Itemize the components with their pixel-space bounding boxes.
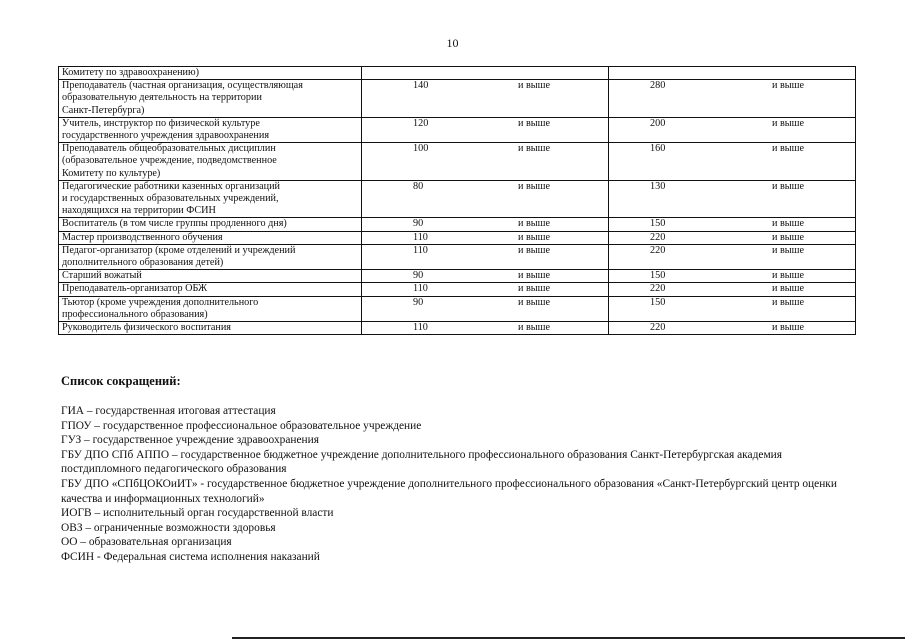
- value-qualifier: и выше: [772, 218, 805, 230]
- salary-table: [58, 66, 856, 335]
- value-cell-b: [609, 67, 856, 80]
- value-qualifier: и выше: [518, 283, 551, 295]
- value-cell-b: [609, 117, 856, 142]
- value-cell-a: [362, 296, 609, 321]
- value-cell-b: [609, 296, 856, 321]
- value-number: 110: [413, 283, 428, 295]
- position-name-cell: Преподаватель-организатор ОБЖ: [59, 283, 362, 296]
- value-cell-b: [609, 244, 856, 269]
- value-qualifier: и выше: [518, 180, 551, 192]
- value-qualifier: и выше: [772, 283, 805, 295]
- value-number: 220: [650, 231, 666, 243]
- value-qualifier: и выше: [518, 218, 551, 230]
- value-cell-b: [609, 322, 856, 335]
- value-cell-a: [362, 270, 609, 283]
- value-cell-b: [609, 218, 856, 231]
- page-number: 10: [446, 36, 459, 50]
- value-qualifier: и выше: [772, 117, 805, 129]
- scan-edge-line: [232, 637, 905, 639]
- abbreviation-item: ОО – образовательная организация: [61, 536, 232, 549]
- value-qualifier: и выше: [772, 244, 805, 256]
- value-qualifier: и выше: [772, 231, 805, 243]
- value-number: 150: [650, 296, 666, 308]
- value-number: 200: [650, 117, 666, 129]
- value-number: 100: [413, 143, 429, 155]
- value-number: 120: [413, 117, 429, 129]
- value-qualifier: и выше: [518, 296, 551, 308]
- value-cell-a: [362, 117, 609, 142]
- value-number: 110: [413, 322, 428, 334]
- value-number: 130: [650, 180, 666, 192]
- value-number: 90: [413, 270, 424, 282]
- value-qualifier: и выше: [518, 117, 551, 129]
- value-cell-b: [609, 180, 856, 218]
- abbreviation-item: ИОГВ – исполнительный орган государственной власти: [61, 507, 334, 520]
- abbreviation-item: ФСИН - Федеральная система исполнения наказаний: [61, 550, 320, 563]
- table-row: [59, 117, 856, 142]
- position-name-cell: Учитель, инструктор по физической культуре государственного учреждения здравоохранения: [59, 117, 362, 142]
- value-qualifier: и выше: [518, 244, 551, 256]
- table-body: [59, 67, 856, 335]
- position-name-cell: Руководитель физического воспитания: [59, 322, 362, 335]
- value-cell-b: [609, 283, 856, 296]
- table-row: [59, 244, 856, 269]
- position-name-cell: Мастер производственного обучения: [59, 231, 362, 244]
- value-cell-a: [362, 67, 609, 80]
- position-name-cell: Воспитатель (в том числе группы продленного дня): [59, 218, 362, 231]
- value-number: 90: [413, 218, 424, 230]
- table-row: [59, 322, 856, 335]
- table-row: [59, 218, 856, 231]
- value-cell-a: [362, 283, 609, 296]
- value-cell-b: [609, 80, 856, 118]
- abbreviation-item: ГУЗ – государственное учреждение здравоохранения: [61, 434, 319, 447]
- value-qualifier: и выше: [772, 80, 805, 92]
- abbreviation-item: ГБУ ДПО «СПбЦОКОиИТ» - государственное бюджетное учреждение дополнительного профессионального образования «Санкт-Петербургский центр оценки качества и информационных технологий»: [61, 477, 837, 505]
- value-number: 140: [413, 80, 429, 92]
- position-name-cell: Комитету по здравоохранению): [59, 67, 362, 80]
- abbreviations-title: Список сокращений:: [61, 374, 181, 388]
- value-number: 110: [413, 244, 428, 256]
- position-name-cell: Преподаватель (частная организация, осуществляющая образовательную деятельность на территории Санкт-Петербурга): [59, 80, 362, 118]
- value-cell-a: [362, 143, 609, 181]
- table-row: [59, 296, 856, 321]
- value-qualifier: и выше: [772, 296, 805, 308]
- value-cell-a: [362, 244, 609, 269]
- value-cell-a: [362, 180, 609, 218]
- value-number: 150: [650, 270, 666, 282]
- value-number: 280: [650, 80, 666, 92]
- position-name-cell: Тьютор (кроме учреждения дополнительного профессионального образования): [59, 296, 362, 321]
- abbreviation-item: ГПОУ – государственное профессиональное образовательное учреждение: [61, 419, 422, 432]
- position-name-cell: Педагог-организатор (кроме отделений и учреждений дополнительного образования детей): [59, 244, 362, 269]
- value-qualifier: и выше: [518, 80, 551, 92]
- value-cell-a: [362, 322, 609, 335]
- table-row: [59, 231, 856, 244]
- value-cell-b: [609, 143, 856, 181]
- value-cell-b: [609, 231, 856, 244]
- value-qualifier: и выше: [518, 270, 551, 282]
- value-qualifier: и выше: [518, 231, 551, 243]
- value-number: 150: [650, 218, 666, 230]
- value-number: 220: [650, 244, 666, 256]
- value-cell-a: [362, 231, 609, 244]
- table-row: [59, 270, 856, 283]
- table-row: [59, 80, 856, 118]
- abbreviation-item: ОВЗ – ограниченные возможности здоровья: [61, 521, 276, 534]
- abbreviation-item: ГИА – государственная итоговая аттестация: [61, 405, 276, 417]
- table-row: [59, 143, 856, 181]
- table-row: [59, 67, 856, 80]
- value-number: 160: [650, 143, 666, 155]
- value-number: 220: [650, 322, 666, 334]
- value-qualifier: и выше: [518, 143, 551, 155]
- value-number: 90: [413, 296, 424, 308]
- table-row: [59, 180, 856, 218]
- abbreviations-list: [61, 404, 851, 565]
- position-name-cell: Преподаватель общеобразовательных дисциплин (образовательное учреждение, подведомственное Комитету по культуре): [59, 143, 362, 181]
- value-qualifier: и выше: [772, 143, 805, 155]
- value-number: 80: [413, 180, 424, 192]
- table-row: [59, 283, 856, 296]
- position-name-cell: Педагогические работники казенных организаций и государственных образовательных учреждений, находящихся на территории ФСИН: [59, 180, 362, 218]
- value-number: 110: [413, 231, 428, 243]
- value-qualifier: и выше: [518, 322, 551, 334]
- value-qualifier: и выше: [772, 322, 805, 334]
- value-cell-a: [362, 218, 609, 231]
- value-qualifier: и выше: [772, 180, 805, 192]
- value-qualifier: и выше: [772, 270, 805, 282]
- value-number: 220: [650, 283, 666, 295]
- abbreviation-item: ГБУ ДПО СПб АППО – государственное бюджетное учреждение дополнительного профессионального образования Санкт-Петербургская академия постдипломного педагогического образования: [61, 448, 782, 476]
- value-cell-a: [362, 80, 609, 118]
- value-cell-b: [609, 270, 856, 283]
- position-name-cell: Старший вожатый: [59, 270, 362, 283]
